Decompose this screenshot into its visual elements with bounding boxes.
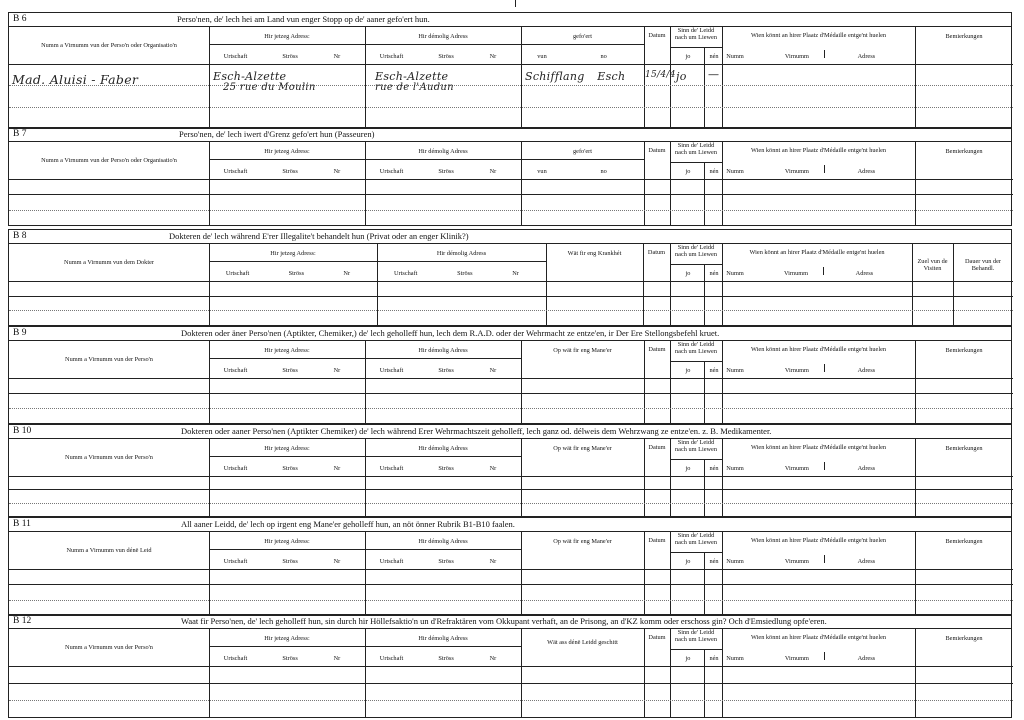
current-number-label: Nr <box>333 558 341 565</box>
current-address-header: Hir jetzeg Adress: <box>270 250 316 257</box>
dotted-entry-line <box>9 700 1013 701</box>
entry-row-divider <box>9 683 1013 684</box>
entry-alive-no: — <box>708 68 720 81</box>
column-divider-alive <box>722 340 723 423</box>
medal-name-label: Numm <box>726 53 744 60</box>
medal-recipient-header: Wien könnt an hirer Plaatz d'Médaille entge'nt huelen <box>749 249 885 256</box>
section-b-11 <box>8 517 1012 616</box>
prior-address-header: Hir démolig Adress <box>418 33 468 40</box>
alive-subheader-line <box>670 459 722 460</box>
current-town-label: Urtschaft <box>223 53 248 60</box>
prior-town-label: Urtschaft <box>379 168 404 175</box>
prior-address-header: Hir démolig Adress <box>418 538 468 545</box>
column-divider-pri <box>521 438 522 516</box>
date-header: Datum <box>648 32 666 39</box>
medal-first-name-label: Virnumm <box>784 367 809 374</box>
column-divider-name <box>209 26 210 128</box>
alive-subheader-line <box>670 552 722 553</box>
medal-recipient-header: Wien könnt an hirer Plaatz d'Médaille entge'nt huelen <box>750 346 887 353</box>
remarks-header: Bemierkungen <box>945 635 983 642</box>
address-subheader-line <box>209 159 521 160</box>
column-divider-alive <box>722 438 723 516</box>
entry-row-divider <box>9 296 1013 297</box>
current-street-label: Ströss <box>282 558 298 565</box>
dotted-entry-line <box>9 600 1013 601</box>
visits-header: Zuel vun de Visiten <box>917 258 948 273</box>
dotted-entry-line <box>9 85 1013 86</box>
section-b-9 <box>8 326 1012 424</box>
address-subheader-line <box>209 261 546 262</box>
alive-yes-label: jo <box>685 465 691 472</box>
current-street-label: Ströss <box>282 168 298 175</box>
manner-header: Op wät fir eng Mane'er <box>553 445 612 452</box>
section-titlebar <box>9 230 1011 244</box>
prior-street-label: Ströss <box>438 168 454 175</box>
section-titlebar <box>9 615 1011 629</box>
section-code: B 12 <box>13 616 32 626</box>
current-street-label: Ströss <box>282 53 298 60</box>
address-subheader-line <box>209 456 521 457</box>
prior-street-label: Ströss <box>438 655 454 662</box>
manner-header: Op wät fir eng Mane'er <box>553 538 612 545</box>
name-column-header: Numm a Virnumm vun der Perso'n <box>65 454 153 461</box>
prior-town-label: Urtschaft <box>379 558 404 565</box>
column-divider-pri <box>521 26 522 128</box>
column-divider-ext <box>644 628 645 717</box>
section-b-12 <box>8 614 1012 718</box>
yes-no-divider <box>704 361 705 423</box>
header-bottom <box>9 179 1013 180</box>
medal-recipient-header: Wien könnt an hirer Plaatz d'Médaille entge'nt huelen <box>750 537 887 544</box>
medal-name-label: Numm <box>726 168 744 175</box>
dotted-entry-line <box>9 408 1013 409</box>
remarks-header: Bemierkungen <box>945 148 983 155</box>
medal-first-name-label: Virnumm <box>784 465 809 472</box>
column-divider-alive <box>722 243 723 325</box>
column-divider-pri <box>521 531 522 615</box>
address-subheader-line <box>209 44 521 45</box>
current-number-label: Nr <box>333 655 341 662</box>
column-divider-pri <box>546 243 547 325</box>
prior-town-label: Urtschaft <box>379 655 404 662</box>
section-b-6 <box>8 12 1012 129</box>
address-subheader-line <box>209 549 521 550</box>
prior-address-header: Hir démolig Adress <box>418 148 468 155</box>
alive-subheader-line <box>670 649 722 650</box>
section-code: B 11 <box>13 519 31 529</box>
alive-no-label: nén <box>709 558 719 565</box>
prior-town-label: Urtschaft <box>394 270 418 277</box>
alive-header: Sinn de' Leidd nach um Liewen <box>675 244 717 259</box>
top-marker <box>515 0 516 7</box>
alive-header: Sinn de' Leidd nach um Liewen <box>675 629 717 644</box>
current-number-label: Nr <box>333 465 341 472</box>
yes-no-divider <box>704 47 705 128</box>
current-address-header: Hir jetzeg Adress: <box>264 635 310 642</box>
medal-first-name-label: Virnumm <box>784 558 809 565</box>
extra-subheader-line <box>521 159 644 160</box>
prior-number-label: Nr <box>489 465 497 472</box>
entry-row-divider <box>9 393 1013 394</box>
alive-header: Sinn de' Leidd nach um Liewen <box>675 439 717 454</box>
alive-no-label: nén <box>709 465 719 472</box>
section-title: Waat fir Perso'nen, de' lech geholleff hun, sin durch hir Höllefsaktio'n un d'Refraktären vom Okkupant verhaft, an de Prisong, an d'KZ komm oder erschoss gin? Och d'Emsiedlung opfe'eren. <box>181 616 827 626</box>
conveyed-header: gefo'ert <box>573 33 592 40</box>
current-town-label: Urtschaft <box>223 367 248 374</box>
alive-yes-label: jo <box>685 655 691 662</box>
current-street-label: Ströss <box>282 367 298 374</box>
entry-current-town: Esch-Alzette <box>213 70 287 83</box>
date-header: Datum <box>648 537 666 544</box>
section-title: Dokteren oder äner Perso'nen (Aptikter, Chemiker,) de' lech geholleff hun, lech dem R.A.D. oder der Wehrmacht ze entze'en, ir Der Ere Stellongsbefehl kruet. <box>181 328 720 338</box>
header-bottom <box>9 378 1013 379</box>
entry-row-divider <box>9 489 1013 490</box>
current-number-label: Nr <box>333 168 341 175</box>
prior-street-label: Ströss <box>438 53 454 60</box>
medal-recipient-header: Wien könnt an hirer Plaatz d'Médaille entge'nt huelen <box>750 147 887 154</box>
alive-no-label: nén <box>709 168 719 175</box>
current-address-header: Hir jetzeg Adress: <box>264 347 310 354</box>
prior-number-label: Nr <box>489 53 497 60</box>
prior-number-label: Nr <box>489 558 497 565</box>
prior-number-label: Nr <box>489 367 497 374</box>
prior-street-label: Ströss <box>438 558 454 565</box>
prior-number-label: Nr <box>512 270 519 277</box>
alive-yes-label: jo <box>685 558 691 565</box>
current-street-label: Ströss <box>282 465 298 472</box>
alive-subheader-line <box>670 264 722 265</box>
entry-row-divider <box>9 194 1013 195</box>
name-column-header: Numm a Virnumm vun der Perso'n oder Organisatio'n <box>41 42 177 49</box>
medal-subdivider <box>824 364 825 372</box>
medal-first-name-label: Virnumm <box>783 270 809 277</box>
conveyed-from-label: vun <box>537 53 547 60</box>
alive-no-label: nén <box>709 655 719 662</box>
current-town-label: Urtschaft <box>223 168 248 175</box>
alive-subheader-line <box>670 47 722 48</box>
column-divider-medal <box>915 26 916 128</box>
date-header: Datum <box>648 346 666 353</box>
prior-town-label: Urtschaft <box>379 367 404 374</box>
medal-recipient-header: Wien könnt an hirer Plaatz d'Médaille entge'nt huelen <box>750 32 887 39</box>
column-divider-date <box>670 141 671 225</box>
section-titlebar <box>9 13 1011 27</box>
manner-header: Wät fir eng Krankhét <box>567 250 622 257</box>
column-divider-alive <box>722 628 723 717</box>
section-titlebar <box>9 327 1011 341</box>
date-header: Datum <box>647 249 666 256</box>
dotted-entry-line <box>9 210 1013 211</box>
medal-subdivider <box>823 267 824 275</box>
address-subheader-line <box>209 646 521 647</box>
medal-subdivider <box>824 652 825 660</box>
medal-address-label: Adress <box>857 655 876 662</box>
manner-header: Wät ass dénë Leidd geschitt <box>547 639 618 646</box>
prior-address-header: Hir démolig Adress <box>418 635 468 642</box>
alive-no-label: nén <box>709 367 719 374</box>
section-code: B 7 <box>13 129 27 139</box>
section-titlebar <box>9 425 1011 439</box>
alive-header: Sinn de' Leidd nach um Liewen <box>675 532 717 547</box>
medal-address-label: Adress <box>857 168 876 175</box>
manner-header: Op wät fir eng Mane'er <box>553 347 612 354</box>
section-code: B 9 <box>13 328 27 338</box>
extra-subheader-line <box>521 44 644 45</box>
alive-yes-label: jo <box>685 367 691 374</box>
section-code: B 6 <box>13 14 27 24</box>
medal-name-label: Numm <box>726 270 744 277</box>
section-title: Perso'nen, de' lech hei am Land vun enger Stopp op de' aaner gefo'ert hun. <box>177 14 430 24</box>
alive-yes-label: jo <box>685 168 691 175</box>
remarks-header: Bemierkungen <box>945 445 983 452</box>
alive-yes-label: jo <box>685 270 691 277</box>
date-header: Datum <box>648 147 666 154</box>
section-code: B 8 <box>13 231 27 241</box>
column-divider-pri <box>521 628 522 717</box>
section-title: Dokteren oder aaner Perso'nen (Aptikter Chemiker) de' lech während Erer Wehrmachtszeit geholleff, lech ganz od. délweis dem Wehrzwang ze entze'en. z. B. Medikamenter. <box>181 426 772 436</box>
date-header: Datum <box>648 634 666 641</box>
alive-subheader-line <box>670 361 722 362</box>
prior-street-label: Ströss <box>438 367 454 374</box>
current-street-label: Ströss <box>288 270 305 277</box>
name-column-header: Numm a Virnumm vun der Perso'n <box>65 644 153 651</box>
header-bottom <box>9 569 1013 570</box>
column-divider-pri <box>521 340 522 423</box>
medal-subdivider <box>824 165 825 173</box>
current-number-label: Nr <box>343 270 351 277</box>
column-divider-alive <box>722 141 723 225</box>
column-divider-cur <box>365 26 366 128</box>
column-divider-visits <box>953 243 954 325</box>
medal-address-label: Adress <box>857 465 876 472</box>
section-title: Perso'nen, de' lech iwert d'Grenz gefo'ert hun (Passeuren) <box>179 129 375 139</box>
prior-street-label: Ströss <box>457 270 473 277</box>
dotted-entry-line <box>9 503 1013 504</box>
alive-no-label: nén <box>709 53 719 60</box>
medal-address-label: Adress <box>857 53 876 60</box>
name-column-header: Numm a Virnumm vun der Perso'n <box>65 356 153 363</box>
column-divider-medal <box>912 243 913 325</box>
date-header: Datum <box>648 444 666 451</box>
prior-number-label: Nr <box>489 655 497 662</box>
medal-subdivider <box>824 555 825 563</box>
medal-address-label: Adress <box>855 270 874 277</box>
header-bottom <box>9 476 1013 477</box>
name-column-header: Numm a Virnumm vun dénë Leid <box>66 547 152 554</box>
medal-subdivider <box>824 462 825 470</box>
medal-recipient-header: Wien könnt an hirer Plaatz d'Médaille entge'nt huelen <box>750 634 887 641</box>
current-number-label: Nr <box>333 367 341 374</box>
column-divider-alive <box>722 26 723 128</box>
current-address-header: Hir jetzeg Adress: <box>264 445 310 452</box>
section-titlebar <box>9 128 1011 142</box>
name-column-header: Numm a Virnumm vun dem Dokter <box>64 259 154 266</box>
current-town-label: Urtschaft <box>223 465 248 472</box>
current-street-label: Ströss <box>282 655 298 662</box>
conveyed-to-label: no <box>600 53 607 60</box>
remarks-header: Bemierkungen <box>945 347 983 354</box>
prior-number-label: Nr <box>489 168 497 175</box>
alive-header: Sinn de' Leidd nach um Liewen <box>675 142 717 157</box>
entry-conveyed-from: Schifflang <box>525 70 585 83</box>
alive-yes-label: jo <box>685 53 691 60</box>
entry-current-street: 25 rue du Moulin <box>223 82 316 93</box>
duration-header: Dauer vun der Behandl. <box>964 258 1002 273</box>
section-b-7 <box>8 127 1012 226</box>
section-title: All aaner Leidd, de' lech op irgent eng Mane'er geholleff hun, an nöt önner Rubrik B1-B10 faalen. <box>181 519 515 529</box>
alive-subheader-line <box>670 162 722 163</box>
current-town-label: Urtschaft <box>223 558 248 565</box>
header-bottom <box>9 64 1013 65</box>
medal-address-label: Adress <box>857 558 876 565</box>
column-divider-date <box>670 243 671 325</box>
column-divider-date <box>670 438 671 516</box>
entry-conveyed-to: Esch <box>597 70 626 83</box>
column-divider-alive <box>722 531 723 615</box>
entry-date: 15/4/4 <box>645 70 676 80</box>
current-town-label: Urtschaft <box>225 270 250 277</box>
current-address-header: Hir jetzeg Adress: <box>264 538 310 545</box>
prior-address-header: Hir démolig Adress <box>436 250 487 257</box>
medal-first-name-label: Virnumm <box>784 655 809 662</box>
name-column-header: Numm a Virnumm vun der Perso'n oder Organisatio'n <box>41 157 177 164</box>
entry-prior-street: rue de l'Audun <box>375 82 454 93</box>
column-divider-date <box>670 628 671 717</box>
current-number-label: Nr <box>333 53 341 60</box>
medal-recipient-header: Wien könnt an hirer Plaatz d'Médaille entge'nt huelen <box>750 444 887 451</box>
current-address-header: Hir jetzeg Adress: <box>264 148 310 155</box>
header-bottom <box>9 666 1013 667</box>
prior-town-label: Urtschaft <box>379 53 404 60</box>
conveyed-header: gefo'ert <box>573 148 592 155</box>
entry-alive-yes: jo <box>676 70 687 83</box>
yes-no-divider <box>704 264 705 325</box>
conveyed-to-label: no <box>600 168 607 175</box>
current-town-label: Urtschaft <box>223 655 248 662</box>
remarks-header: Bemierkungen <box>945 33 983 40</box>
prior-address-header: Hir démolig Adress <box>418 347 468 354</box>
entry-prior-town: Esch-Alzette <box>375 70 449 83</box>
medal-subdivider <box>824 50 825 58</box>
column-divider-date <box>670 531 671 615</box>
dotted-entry-line <box>9 107 1013 108</box>
header-bottom <box>9 281 1013 282</box>
remarks-header: Bemierkungen <box>945 538 983 545</box>
section-titlebar <box>9 518 1011 532</box>
entry-name: Mad. Aluisi - Faber <box>12 72 139 87</box>
yes-no-divider <box>704 459 705 516</box>
alive-no-label: nén <box>709 270 719 277</box>
medal-first-name-label: Virnumm <box>784 168 809 175</box>
prior-address-header: Hir démolig Adress <box>418 445 468 452</box>
medal-address-label: Adress <box>857 367 876 374</box>
conveyed-from-label: vun <box>537 168 547 175</box>
address-subheader-line <box>209 358 521 359</box>
medal-name-label: Numm <box>726 655 744 662</box>
medal-name-label: Numm <box>726 558 744 565</box>
prior-street-label: Ströss <box>438 465 454 472</box>
alive-header: Sinn de' Leidd nach um Liewen <box>675 341 717 356</box>
section-b-8 <box>8 229 1012 326</box>
alive-header: Sinn de' Leidd nach um Liewen <box>675 27 717 42</box>
entry-row-divider <box>9 584 1013 585</box>
prior-town-label: Urtschaft <box>379 465 404 472</box>
medal-first-name-label: Virnumm <box>784 53 809 60</box>
section-title: Dokteren de' lech während E'rer Illegalite't behandelt hun (Privat oder an enger Klinik?) <box>169 231 469 241</box>
medal-name-label: Numm <box>726 465 744 472</box>
current-address-header: Hir jetzeg Adress: <box>264 33 310 40</box>
section-code: B 10 <box>13 426 32 436</box>
medal-name-label: Numm <box>726 367 744 374</box>
section-b-10 <box>8 424 1012 517</box>
column-divider-date <box>670 340 671 423</box>
dotted-entry-line <box>9 310 1013 311</box>
